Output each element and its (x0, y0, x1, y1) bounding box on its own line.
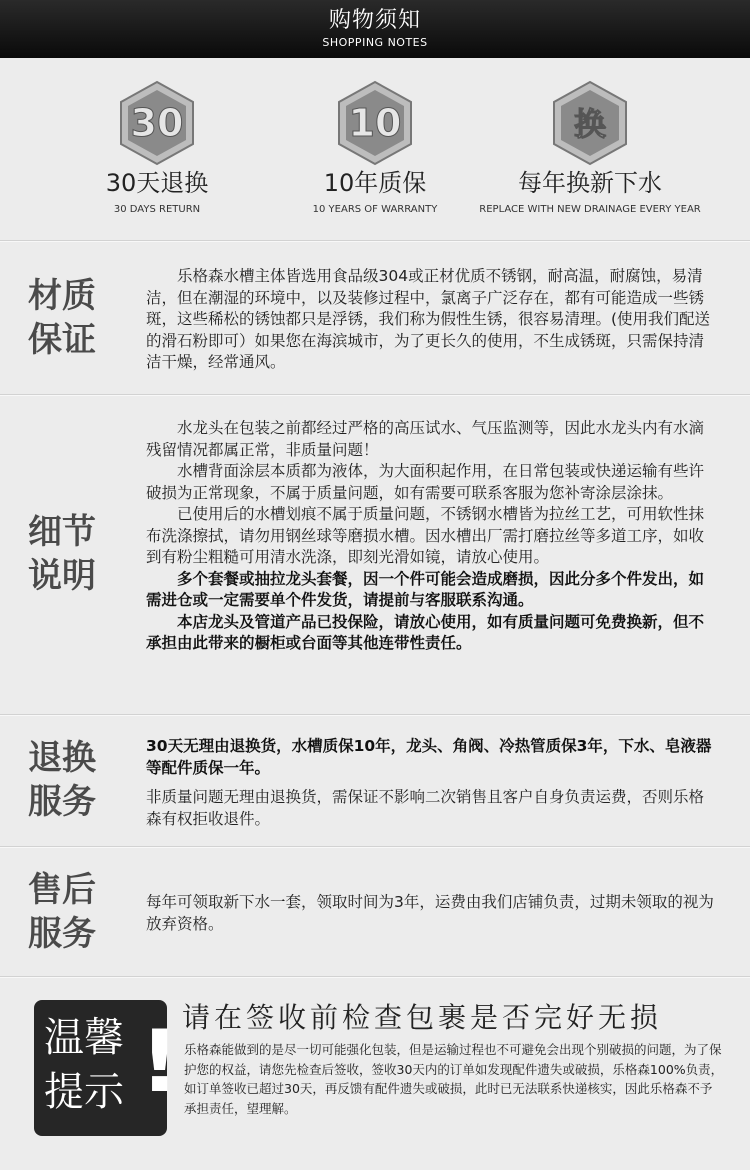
service-badges (0, 80, 750, 230)
section-body (146, 418, 716, 655)
after-sales-section (0, 848, 750, 976)
warm-notice (34, 1000, 724, 1140)
section-title: 材质保证 (28, 276, 96, 360)
badge-replace-drainage (470, 80, 710, 215)
badge-icon-text: 10 (348, 101, 402, 145)
return-paragraph-bold: 30天无理由退换货，水槽质保10年，龙头、角阀、冷热管质保3年，下水、皂液器等配件质保一年。 (146, 737, 712, 777)
divider (0, 976, 750, 978)
after-sales-paragraph: 每年可领取新下水一套，领取时间为3年，运费由我们店铺负责，过期未领取的视为放弃资格。 (146, 893, 714, 933)
section-title: 退换服务 (28, 738, 96, 822)
hexagon-10-icon (335, 80, 415, 166)
return-paragraph: 非质量问题无理由退换货，需保证不影响二次销售且客户自身负责运费，否则乐格森有权拒收退件。 (146, 788, 705, 828)
notice-badge-line2: 提示 (44, 1069, 124, 1115)
detail-paragraph-bold: 本店龙头及管道产品已投保险，请放心使用，如有质量问题可免费换新，但不承担由此带来的橱柜或台面等其他连带性责任。 (146, 612, 705, 652)
notice-text: 乐格森能做到的是尽一切可能强化包装，但是运输过程也不可避免会出现个别破损的问题，为了保护您的权益，请您先检查后签收，签收30天内的订单如发现配件遗失或破损，乐格森100%负责，如订单签收已超过30天，再反馈有配件遗失或破损，此时已无法联系快递核实，因此乐格森不予承担责任，望理解。 (184, 1042, 724, 1116)
detail-paragraph: 水龙头在包装之前都经过严格的高压试水、气压监测等，因此水龙头内有水滴残留情况都属正常，非质量问题！ (146, 419, 705, 459)
detail-paragraph-bold: 多个套餐或抽拉龙头套餐，因一个件可能会造成磨损，因此分多个件发出，如需进仓或一定需要单个件发货，请提前与客服联系沟通。 (146, 569, 705, 609)
badge-subtitle: 10 YEARS OF WARRANTY (312, 204, 438, 215)
notice-heading: 请在签收前检查包裹是否完好无损 (182, 1001, 663, 1034)
header-title: 购物须知 (328, 8, 421, 33)
hexagon-replace-icon (550, 80, 630, 166)
badge-subtitle: 30 DAYS RETURN (113, 204, 201, 215)
header-subtitle: SHOPPING NOTES (322, 36, 428, 49)
section-body (146, 266, 716, 374)
badge-title: 10年质保 (323, 169, 427, 197)
badge-subtitle: REPLACE WITH NEW DRAINAGE EVERY YEAR (479, 204, 701, 215)
badge-10-years-warranty (255, 80, 495, 215)
badge-30-days-return (37, 80, 277, 215)
section-title: 细节说明 (28, 512, 96, 596)
material-guarantee-section (0, 242, 750, 394)
section-body (146, 892, 716, 935)
badge-title: 每年换新下水 (518, 169, 662, 197)
badge-icon-text: 换 (573, 105, 607, 143)
detail-paragraph: 水槽背面涂层本质都为液体，为大面积起作用，在日常包装或快递运输有些许破损为正常现象，不属于质量问题，如有需要可联系客服为您补寄涂层涂抹。 (146, 462, 705, 502)
shopping-notes-header (0, 0, 750, 58)
return-service-section (0, 716, 750, 846)
hexagon-30-icon (117, 80, 197, 166)
section-title: 售后服务 (28, 870, 96, 954)
detail-paragraph: 已使用后的水槽划痕不属于质量问题，不锈钢水槽皆为拉丝工艺，可用软性抹布洗涤擦拭，请勿用钢丝球等磨损水槽。因水槽出厂需打磨拉丝等多道工序，如收到有粉尘粗糙可用清水洗涤，即刻光滑如镜，请放心使用。 (146, 505, 705, 566)
warm-notice-badge (34, 1000, 180, 1136)
detail-description-section (0, 396, 750, 714)
material-paragraph: 乐格森水槽主体皆选用食品级304或正材优质不锈钢，耐高温，耐腐蚀，易清洁，但在潮湿的环境中，以及装修过程中，氯离子广泛存在，都有可能造成一些锈斑，这些稀松的锈蚀都只是浮锈，我们称为假性生锈，很容易清理。(使用我们配送的滑石粉即可）如果您在海滨城市，为了更长久的使用，不生成锈斑，只需保持清洁干燥，经常通风。 (146, 267, 711, 371)
notice-badge-line1: 温馨 (44, 1015, 124, 1061)
exclamation-icon: ! (140, 1012, 180, 1112)
section-body (146, 736, 716, 830)
badge-title: 30天退换 (105, 169, 209, 197)
badge-icon-text: 30 (130, 101, 184, 145)
